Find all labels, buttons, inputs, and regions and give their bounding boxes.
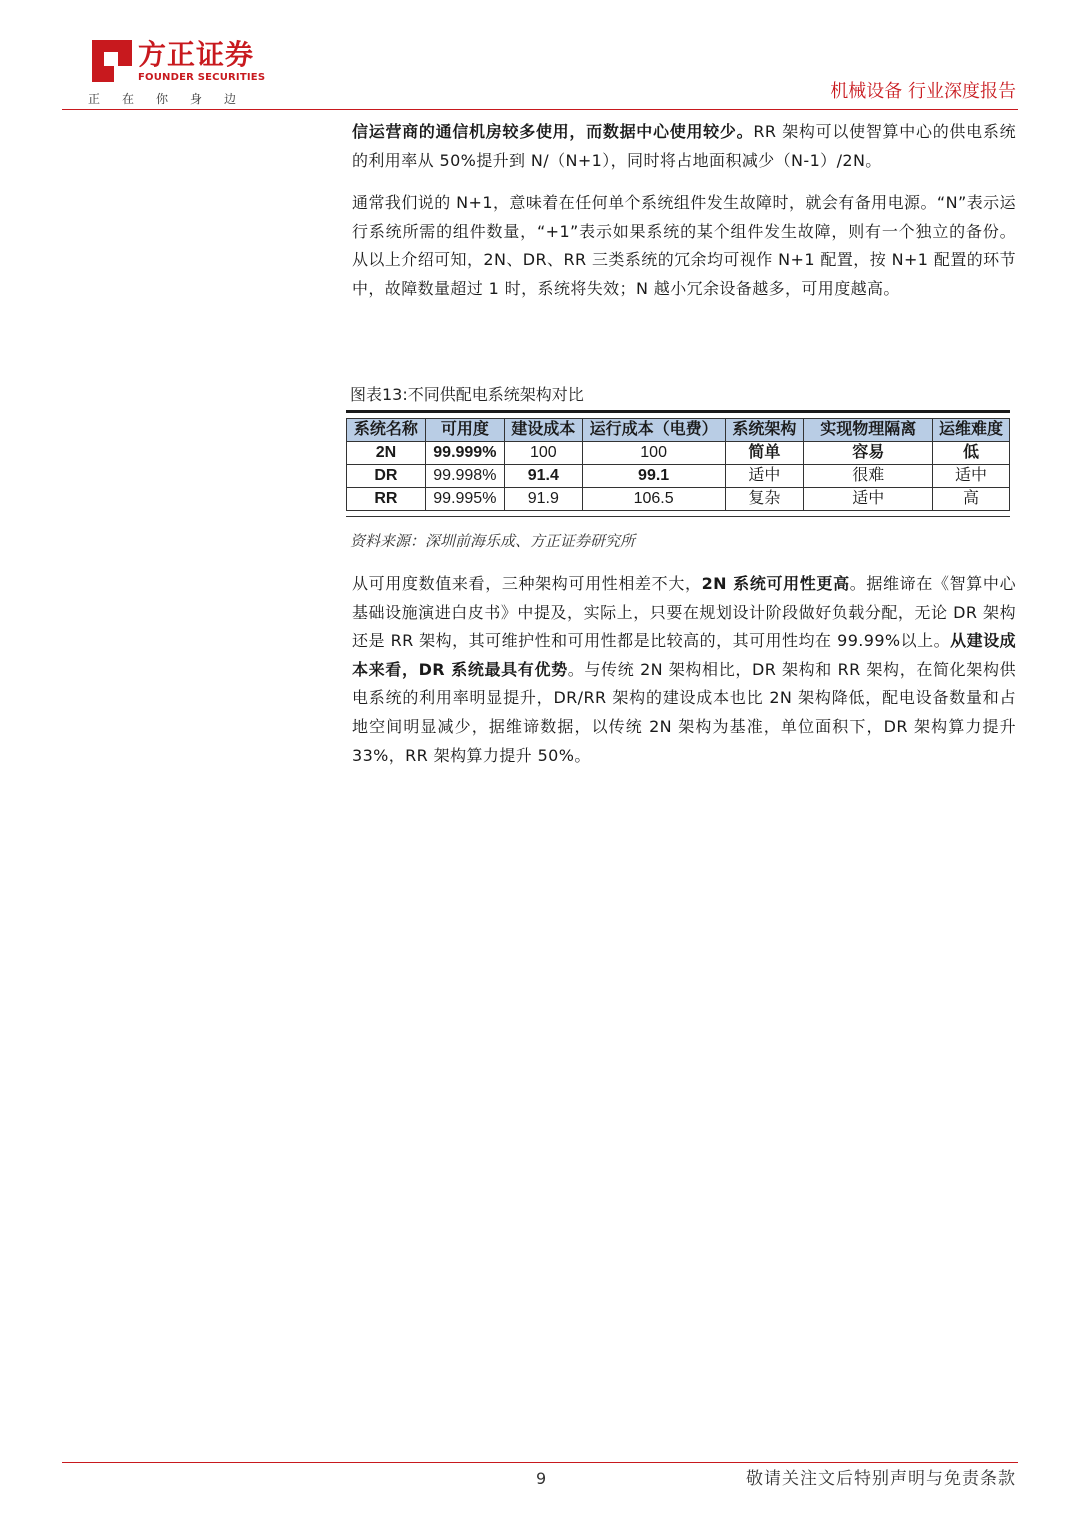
- table-cell: DR: [347, 465, 426, 488]
- paragraph-3-emphasis-a: 2N 系统可用性更高: [701, 574, 850, 593]
- table-cell: 适中: [725, 465, 804, 488]
- table-row: [347, 465, 1010, 488]
- table-cell: 复杂: [725, 488, 804, 511]
- table-header-row: [347, 419, 1010, 442]
- table-cell: 99.999%: [425, 442, 504, 465]
- table-cell: 100: [582, 442, 725, 465]
- report-category: 机械设备 行业深度报告: [830, 81, 1016, 102]
- paragraph-1-text: RR 架构可以使智算中心的供电系统的利用率从 50%提升到 N/（N+1），同时将占地面积减少（N-1）/2N。: [352, 122, 1016, 170]
- paragraph-3: [352, 570, 1016, 770]
- footer-disclaimer: 敬请关注文后特别声明与免责条款: [746, 1469, 1016, 1489]
- header-divider: [62, 109, 1018, 110]
- brand-slogan: 正在你身边: [88, 92, 259, 106]
- paragraph-1-emphasis: 信运营商的通信机房较多使用，而数据中心使用较少。: [352, 122, 754, 141]
- table-cell: RR: [347, 488, 426, 511]
- table-cell: 适中: [804, 488, 933, 511]
- architecture-comparison-table: [346, 418, 1010, 511]
- paragraph-1: [352, 118, 1016, 175]
- table-cell: 2N: [347, 442, 426, 465]
- paragraph-2: 通常我们说的 N+1，意味着在任何单个系统组件发生故障时，就会有备用电源。“N”表示运行系统所需的组件数量，“+1”表示如果系统的某个组件发生故障，则有一个独立的备份。从以上介绍可知，2N、DR、RR 三类系统的冗余均可视作 N+1 配置，按 N+1 配置的环节中，故障数量超过 1 时，系统将失效；N 越小冗余设备越多，可用度越高。: [352, 193, 1016, 298]
- table-cell: 高: [933, 488, 1010, 511]
- paragraph-3-text-c: 。与传统 2N 架构相比，DR 架构和 RR 架构，在简化架构供电系统的利用率明显提升，DR/RR 架构的建设成本也比 2N 架构降低，配电设备数量和占地空间明显减少，据维谛数据，以传统 2N 架构为基准，单位面积下，DR 架构算力提升 33%，RR 架构算力提升 50%。: [352, 659, 1016, 765]
- column-header: 系统名称: [347, 419, 426, 442]
- column-header: 建设成本: [504, 419, 582, 442]
- brand-name-en: FOUNDER SECURITIES: [138, 72, 266, 83]
- figure-title: 图表13:不同供配电系统架构对比: [350, 385, 584, 404]
- table-cell: 容易: [804, 442, 933, 465]
- paragraph-3-emphasis-b: 从建设成本来看，DR 系统最具有优势: [352, 631, 1016, 679]
- table-cell: 100: [504, 442, 582, 465]
- brand-name-cn: 方正证券: [138, 38, 255, 71]
- founder-logo-icon: [88, 38, 134, 84]
- page-number: 9: [536, 1469, 547, 1488]
- main-content: [352, 118, 1016, 318]
- table-row: [347, 442, 1010, 465]
- table-cell: 106.5: [582, 488, 725, 511]
- table-cell: 99.995%: [425, 488, 504, 511]
- table-cell: 简单: [725, 442, 804, 465]
- column-header: 可用度: [425, 419, 504, 442]
- paragraph-3-text-a: 从可用度数值来看，三种架构可用性相差不大，: [352, 574, 702, 593]
- footer-divider: [62, 1462, 1018, 1463]
- paragraph-3-text-b: 。据维谛在《智算中心基础设施演进白皮书》中提及，实际上，只要在规划设计阶段做好负载分配，无论 DR 架构还是 RR 架构，其可维护性和可用性都是比较高的，其可用性均在 99.99%以上。: [352, 574, 1016, 651]
- table-row: [347, 488, 1010, 511]
- table-cell: 很难: [804, 465, 933, 488]
- main-content-continued: [352, 570, 1016, 784]
- figure-bottom-rule: [346, 516, 1010, 517]
- table-cell: 99.998%: [425, 465, 504, 488]
- table-cell: 适中: [933, 465, 1010, 488]
- table-cell: 91.4: [504, 465, 582, 488]
- table-cell: 低: [933, 442, 1010, 465]
- column-header: 系统架构: [725, 419, 804, 442]
- column-header: 运维难度: [933, 419, 1010, 442]
- table-cell: 91.9: [504, 488, 582, 511]
- table-cell: 99.1: [582, 465, 725, 488]
- figure-source: 资料来源：深圳前海乐成、方正证券研究所: [350, 532, 636, 550]
- figure-top-rule: [346, 410, 1010, 413]
- column-header: 实现物理隔离: [804, 419, 933, 442]
- column-header: 运行成本（电费）: [582, 419, 725, 442]
